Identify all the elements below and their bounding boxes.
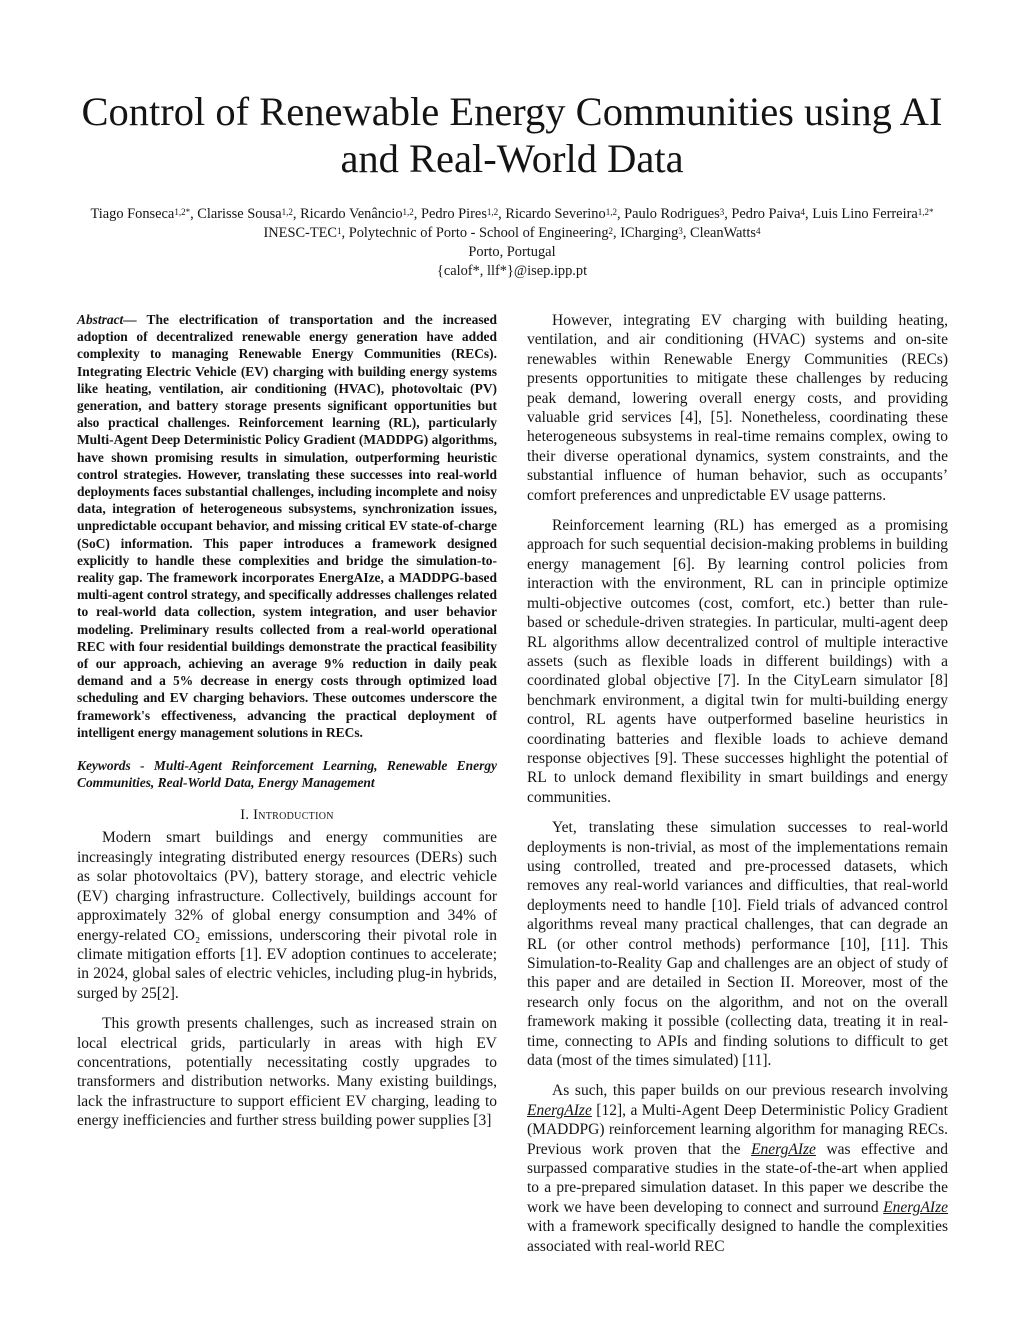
paper-title: Control of Renewable Energy Communities using AI and Real-World Data (81, 89, 943, 181)
author-list: Tiago Fonseca$^{1,2*}$, Clarisse Sousa$^{1,2}$, Ricardo Venâncio$^{1,2}$, Pedro Pires$^{1,2}$, Ricardo Severino$^{1,2}$, Paulo Rodrigues$^3$, Pedro Paiva$^4$, Luis Lino Ferreira$^{1,2*}$ (90, 206, 934, 222)
author-affiliation-mark: 4 (800, 207, 806, 217)
author-affiliation-mark: 1,2 (402, 207, 414, 217)
affiliation-mark: 4 (756, 226, 761, 236)
paragraph-text: [12], a Multi-Agent Deep Deterministic Policy Gradient (MADDPG) reinforcement learning algorithm for managing RECs. Previous work proven that the (527, 1101, 948, 1158)
author-affiliation-mark: 3 (719, 207, 725, 217)
section-number: I. (240, 807, 250, 824)
author-name: Tiago Fonseca (90, 206, 175, 222)
emphasized-term: EnergAIze (527, 1101, 592, 1119)
affiliation-mark: 3 (678, 226, 683, 236)
body-paragraph (527, 1081, 948, 1256)
author-email: {calof*, llf*}@isep.ipp.pt (436, 263, 588, 279)
author-affiliation-mark: 1,2* (917, 207, 934, 217)
author-name: Clarisse Sousa (197, 206, 282, 222)
paragraph-text: was effective and surpassed comparative studies in the state-of-the-art when applied to a pre-prepared simulation dataset. In this paper we describe the work we have been developing to connect and surround (527, 1140, 948, 1216)
author-location: Porto, Portugal (468, 244, 556, 260)
abstract-text: The electrification of transportation and the increased adoption of decentralized renewable energy generation have added complexity to managing Renewable Energy Communities (RECs). Integrating Electric Vehicle (EV) charging with building energy systems like heating, ventilation, air conditioning (HVAC), photovoltaic (PV) generation, and battery storage presents significant opportunities but also practical challenges. Reinforcement learning (RL), particularly Multi-Agent Deep Deterministic Policy Gradient (MADDPG) algorithms, have shown promising results in simulation, outperforming heuristic control strategies. However, translating these successes into real-world deployments faces substantial challenges, including incomplete and noisy data, integration of heterogeneous subsystems, synchronization issues, unpredictable occupant behavior, and missing critical EV state-of-charge (SoC) information. This paper introduces a framework designed explicitly to handle these complexities and bridge the simulation-to-reality gap. The framework incorporates EnergAIze, a MADDPG-based multi-agent control strategy, and specifically addresses challenges related to real-world data collection, system integration, and user behavior modeling. Preliminary results collected from a real-world operational REC with four residential buildings demonstrate the practical feasibility of our approach, achieving an average 9% reduction in daily peak demand and a 5% decrease in energy costs through optimized load scheduling and EV charging behaviors. These outcomes underscore the framework's effectiveness, advancing the practical deployment of intelligent energy management solutions in RECs. (77, 312, 497, 740)
body-paragraph: Yet, translating these simulation successes to real-world deployments is non-trivial, as most of the implementations remain using controlled, treated and pre-processed datasets, which removes any real-world variances and difficulties, that real-world deployments need to handle [10]. Field trials of advanced control algorithms reveal many practical challenges, that can degrade an RL (or other control methods) performance [10], [11]. This Simulation-to-Reality Gap and challenges are an object of study of this paper and are detailed in Section II. Moreover, most of the research only focus on the algorithm, and not on the overall framework making it possible (collecting data, treating it in real-time, connecting to APIs and finding solutions to difficult to get data (most of the times simulated) [11]. (527, 819, 948, 1070)
author-name: Pedro Paiva (731, 206, 801, 222)
section-title: Introduction (253, 807, 334, 824)
affiliation-name: INESC-TEC (263, 225, 338, 241)
author-affiliation-mark: 1,2 (605, 207, 617, 217)
affiliation-mark: 2 (608, 226, 614, 236)
emphasized-term: EnergAIze (883, 1198, 948, 1216)
body-paragraph: Modern smart buildings and energy communities are increasingly integrating distributed energy resources (DERs) such as solar photovoltaics (PV), battery storage, and electric vehicle (EV) charging infrastructure. Collectively, buildings account for approximately 32% of global energy consumption and 34% of energy-related CO₂ emissions, underscoring their pivotal role in climate mitigation efforts [1]. EV adoption continues to accelerate; in 2024, global sales of electric vehicles, including plug-in hybrids, surged by 25[2]. (77, 829, 497, 1002)
section-heading (77, 807, 497, 824)
author-affiliation-mark: 1,2 (486, 207, 499, 217)
author-name: Pedro Pires (420, 206, 487, 222)
author-name: Paulo Rodrigues (624, 206, 720, 222)
right-column (527, 311, 948, 1256)
left-column (77, 311, 497, 1131)
author-name: Ricardo Venâncio (300, 206, 403, 222)
author-affiliation-mark: 1,2* (174, 207, 191, 217)
emphasized-term: EnergAIze (751, 1140, 816, 1158)
body-paragraph: However, integrating EV charging with building heating, ventilation, and air conditioning (HVAC) systems and on-site renewables within Renewable Energy Communities (RECs) presents opportunities to mitigate these challenges by reducing peak demand, lowering overall energy costs, and providing valuable grid services [4], [5]. Nonetheless, coordinating these heterogeneous subsystems in real-time remains complex, owing to their diverse operational dynamics, system constraints, and the substantial influence of human behavior, such as occupants’ comfort preferences and unpredictable EV usage patterns. (527, 312, 948, 504)
affiliation-name: ICharging (620, 225, 679, 241)
abstract-label: Abstract— (77, 312, 137, 327)
paragraph-text: As such, this paper builds on our previous research involving (552, 1082, 948, 1100)
author-name: Luis Lino Ferreira (812, 206, 918, 222)
affiliation-list: INESC-TEC$^1$, Polytechnic of Porto - School of Engineering$^2$, ICharging$^3$, CleanWatts$^4$ (263, 225, 761, 241)
affiliation-name: Polytechnic of Porto - School of Engineering (348, 225, 609, 241)
author-affiliation-mark: 1,2 (281, 207, 293, 217)
paragraph-text: with a framework specifically designed to handle the complexities associated with real-world REC (527, 1218, 948, 1255)
keywords: Keywords - Multi-Agent Reinforcement Learning, Renewable Energy Communities, Real-World Data, Energy Management (77, 758, 497, 791)
affiliation-name: CleanWatts (690, 225, 757, 241)
affiliation-mark: 1 (337, 226, 342, 236)
abstract (77, 311, 497, 741)
author-block (80, 205, 944, 281)
body-paragraph: Reinforcement learning (RL) has emerged as a promising approach for such sequential decision-making problems in building energy management [6]. By learning control policies from interaction with the environment, RL can in principle optimize multi-objective outcomes (cost, comfort, etc.) better than rule-based or schedule-driven strategies. In particular, multi-agent deep RL algorithms allow decentralized control of multiple interactive assets (such as flexible loads in different buildings) with a coordinated global objective [7]. In the CityLearn simulator [8] benchmark environment, a digital twin for multi-building energy control, RL agents have outperformed baseline heuristics in coordinating batteries and flexible loads to achieve demand response objectives [9]. These successes highlight the potential of RL to unlock demand flexibility in smart buildings and energy communities. (527, 517, 948, 806)
author-name: Ricardo Severino (505, 206, 606, 222)
body-paragraph: This growth presents challenges, such as increased strain on local electrical grids, particularly in areas with high EV concentrations, potentially necessitating costly upgrades to transformers and distribution networks. Many existing buildings, lack the infrastructure to support efficient EV charging, leading to energy inefficiencies and further stress building power supplies [3] (77, 1015, 497, 1130)
